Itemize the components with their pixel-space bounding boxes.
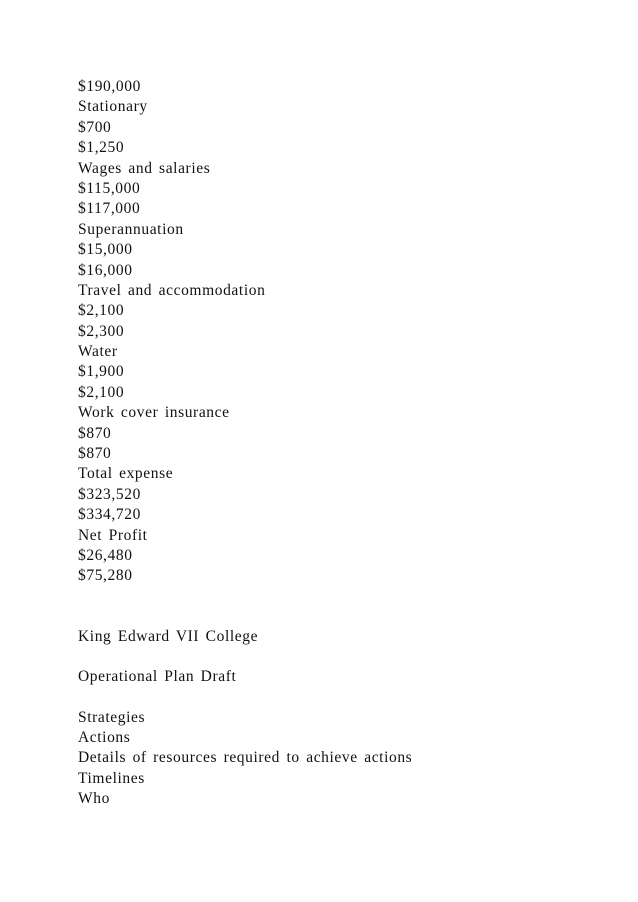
plan-heading: Actions — [78, 728, 131, 746]
section-spacer — [78, 647, 618, 667]
budget-line: Travel and accommodation — [78, 281, 266, 299]
budget-line: $190,000 — [78, 78, 141, 95]
budget-line: $1,900 — [78, 363, 125, 381]
budget-line: Wages and salaries — [78, 159, 211, 177]
budget-line: Stationary — [78, 98, 148, 116]
budget-line: Total expense — [78, 465, 174, 483]
budget-line: $334,720 — [78, 506, 141, 524]
budget-line: Work cover insurance — [78, 404, 230, 422]
plan-heading: Who — [78, 790, 110, 808]
budget-line: $16,000 — [78, 261, 133, 279]
plan-headings — [78, 708, 618, 810]
plan-heading: Timelines — [78, 769, 145, 787]
document-content — [78, 77, 618, 810]
budget-line: $115,000 — [78, 179, 141, 197]
section-spacer — [78, 688, 618, 708]
budget-line: $15,000 — [78, 241, 133, 259]
budget-line: $870 — [78, 445, 112, 463]
budget-line: $26,480 — [78, 546, 133, 564]
budget-line: $1,250 — [78, 139, 125, 157]
budget-line: $2,100 — [78, 302, 125, 320]
section-spacer — [78, 587, 618, 627]
budget-line: Net Profit — [78, 526, 148, 544]
budget-line: $700 — [78, 118, 112, 136]
budget-line: Water — [78, 343, 118, 361]
budget-line: $75,280 — [78, 567, 133, 585]
budget-line: $2,300 — [78, 322, 125, 340]
budget-line: $323,520 — [78, 485, 141, 503]
budget-line: $2,100 — [78, 383, 125, 401]
college-name: King Edward VII College — [78, 627, 259, 645]
budget-line: Superannuation — [78, 220, 184, 238]
budget-line: $117,000 — [78, 200, 141, 218]
budget-list — [78, 77, 618, 587]
budget-line: $870 — [78, 424, 112, 442]
plan-heading: Strategies — [78, 708, 146, 726]
plan-heading: Details of resources required to achieve actions — [78, 749, 413, 767]
plan-title: Operational Plan Draft — [78, 668, 237, 686]
